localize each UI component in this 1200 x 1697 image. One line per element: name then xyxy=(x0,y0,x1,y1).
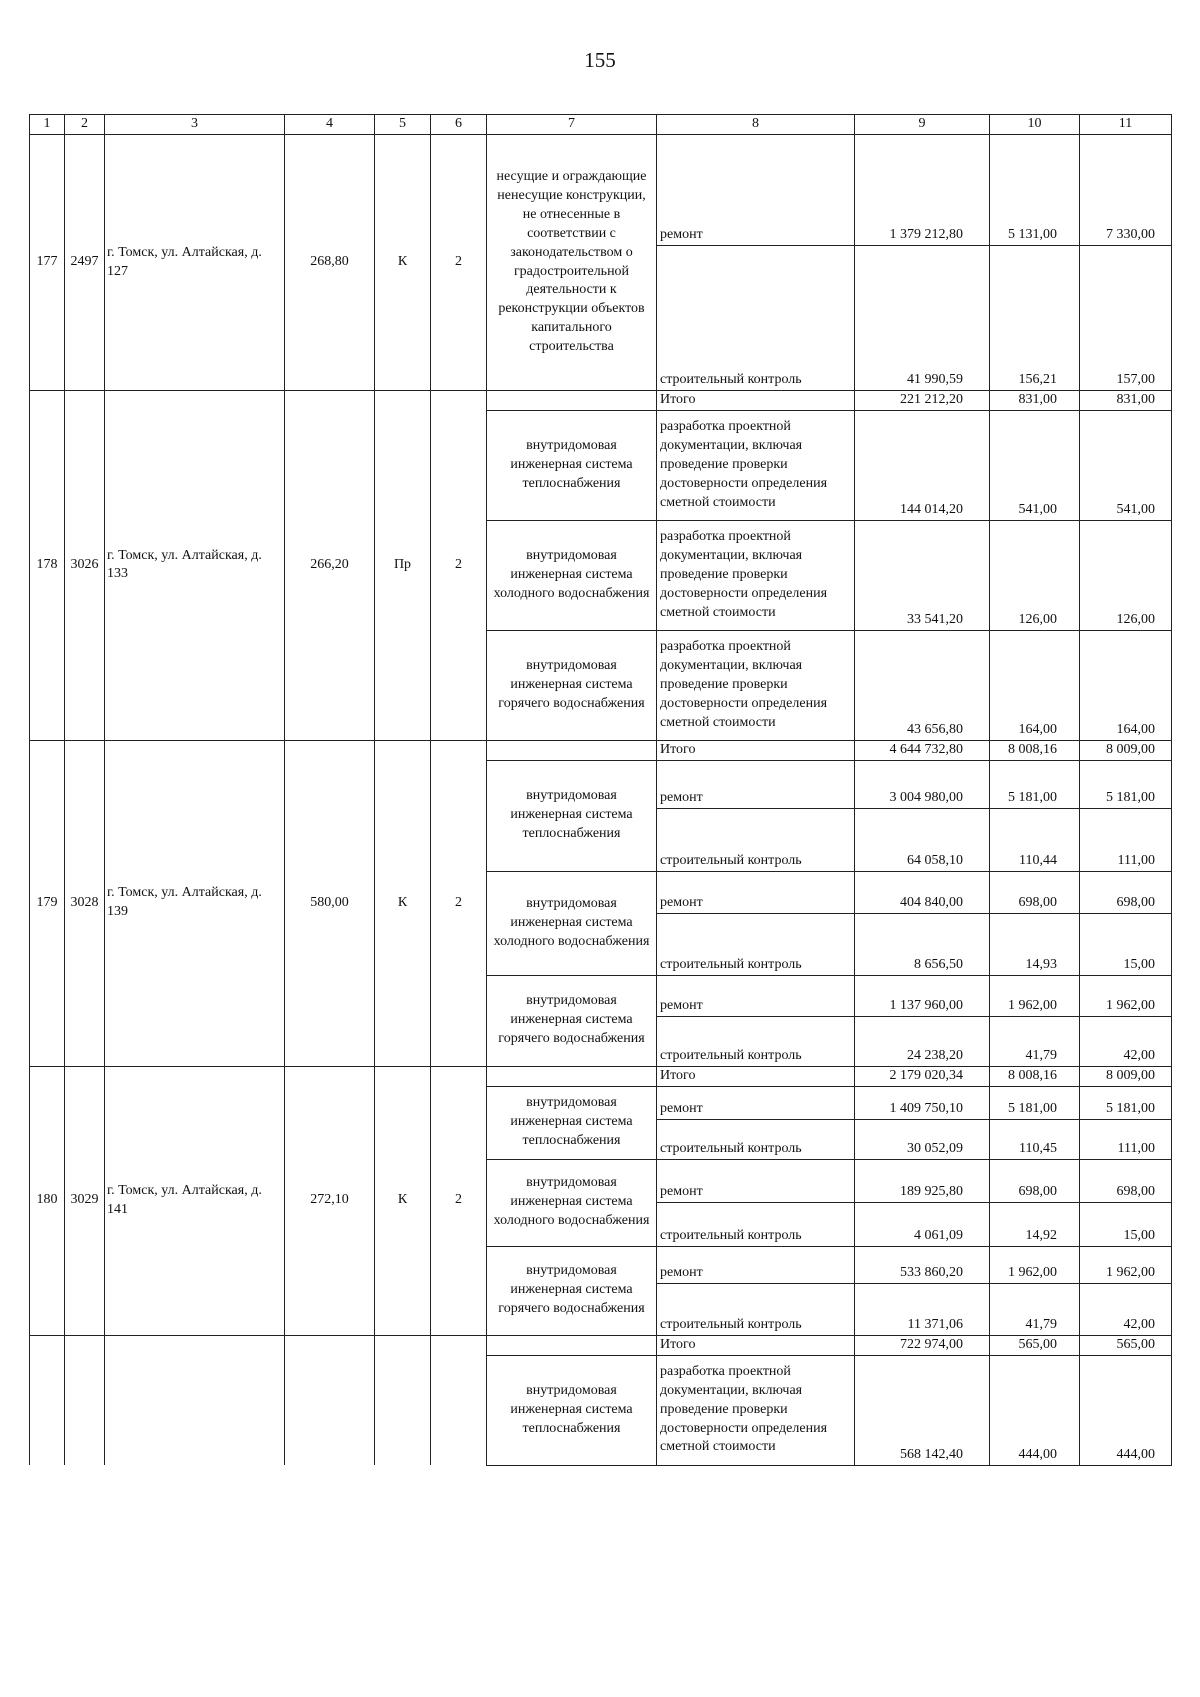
column-header: 7 xyxy=(487,115,657,135)
house-area: 272,10 xyxy=(285,1066,375,1335)
max-cost-value: 157,00 xyxy=(1080,246,1172,391)
cost-value: 1 409 750,10 xyxy=(855,1086,990,1119)
system-name: внутридомовая инженерная система холодного водоснабжения xyxy=(487,520,657,630)
unit-cost-value: 41,79 xyxy=(990,1016,1080,1066)
column-number-row xyxy=(30,115,1172,135)
work-type: ремонт xyxy=(657,1159,855,1202)
column-header: 8 xyxy=(657,115,855,135)
system-name: внутридомовая инженерная система теплоснабжения xyxy=(487,1086,657,1159)
house-address: г. Томск, ул. Алтайская, д. 133 xyxy=(105,391,285,741)
empty-cell xyxy=(487,1066,657,1086)
total-cost: 722 974,00 xyxy=(855,1335,990,1355)
house-area: 268,80 xyxy=(285,135,375,391)
page-number: 155 xyxy=(584,48,616,72)
cost-value: 1 137 960,00 xyxy=(855,975,990,1016)
cost-value: 30 052,09 xyxy=(855,1119,990,1159)
system-name: внутридомовая инженерная система горячего водоснабжения xyxy=(487,975,657,1066)
column-header: 1 xyxy=(30,115,65,135)
max-cost-value: 1 962,00 xyxy=(1080,1246,1172,1283)
house-id: 3026 xyxy=(65,391,105,741)
system-name: внутридомовая инженерная система теплоснабжения xyxy=(487,410,657,520)
column-header: 9 xyxy=(855,115,990,135)
max-cost-value: 7 330,00 xyxy=(1080,135,1172,246)
work-type: строительный контроль xyxy=(657,1283,855,1335)
cost-value: 11 371,06 xyxy=(855,1283,990,1335)
unit-cost-value: 110,44 xyxy=(990,808,1080,871)
total-unit-cost: 8 008,16 xyxy=(990,1066,1080,1086)
cost-value: 568 142,40 xyxy=(855,1355,990,1465)
house-area: 580,00 xyxy=(285,740,375,1066)
max-cost-value: 444,00 xyxy=(1080,1355,1172,1465)
cost-value: 3 004 980,00 xyxy=(855,760,990,808)
unit-cost-value: 1 962,00 xyxy=(990,1246,1080,1283)
unit-cost-value: 541,00 xyxy=(990,410,1080,520)
unit-cost-value: 164,00 xyxy=(990,630,1080,740)
total-max-cost: 565,00 xyxy=(1080,1335,1172,1355)
unit-cost-value: 5 131,00 xyxy=(990,135,1080,246)
empty-cell xyxy=(30,1335,65,1465)
item-number: 178 xyxy=(30,391,65,741)
house-id: 3029 xyxy=(65,1066,105,1335)
max-cost-value: 15,00 xyxy=(1080,1202,1172,1246)
total-cost: 4 644 732,80 xyxy=(855,740,990,760)
column-header: 4 xyxy=(285,115,375,135)
work-type: ремонт xyxy=(657,760,855,808)
house-code: 2 xyxy=(431,1066,487,1335)
cost-value: 41 990,59 xyxy=(855,246,990,391)
work-type: ремонт xyxy=(657,135,855,246)
total-label: Итого xyxy=(657,740,855,760)
column-header: 10 xyxy=(990,115,1080,135)
cost-value: 533 860,20 xyxy=(855,1246,990,1283)
total-max-cost: 831,00 xyxy=(1080,391,1172,411)
system-name: внутридомовая инженерная система горячего водоснабжения xyxy=(487,630,657,740)
house-id: 3028 xyxy=(65,740,105,1066)
work-type: разработка проектной документации, включая проведение проверки достоверности определения сметной стоимости xyxy=(657,520,855,630)
empty-cell xyxy=(487,1335,657,1355)
max-cost-value: 1 962,00 xyxy=(1080,975,1172,1016)
max-cost-value: 698,00 xyxy=(1080,1159,1172,1202)
work-type: ремонт xyxy=(657,975,855,1016)
system-name: внутридомовая инженерная система теплоснабжения xyxy=(487,760,657,871)
cost-value: 33 541,20 xyxy=(855,520,990,630)
unit-cost-value: 5 181,00 xyxy=(990,760,1080,808)
unit-cost-value: 126,00 xyxy=(990,520,1080,630)
table-row xyxy=(30,135,1172,246)
unit-cost-value: 444,00 xyxy=(990,1355,1080,1465)
total-label: Итого xyxy=(657,391,855,411)
max-cost-value: 5 181,00 xyxy=(1080,1086,1172,1119)
system-name: внутридомовая инженерная система холодного водоснабжения xyxy=(487,1159,657,1246)
total-row xyxy=(30,1335,1172,1355)
system-name: внутридомовая инженерная система теплоснабжения xyxy=(487,1355,657,1465)
column-header: 11 xyxy=(1080,115,1172,135)
house-code: 2 xyxy=(431,391,487,741)
house-id: 2497 xyxy=(65,135,105,391)
work-type: строительный контроль xyxy=(657,1119,855,1159)
work-type: строительный контроль xyxy=(657,913,855,975)
total-row xyxy=(30,740,1172,760)
unit-cost-value: 14,92 xyxy=(990,1202,1080,1246)
total-row xyxy=(30,391,1172,411)
house-area: 266,20 xyxy=(285,391,375,741)
max-cost-value: 698,00 xyxy=(1080,871,1172,913)
work-type: строительный контроль xyxy=(657,808,855,871)
work-type: ремонт xyxy=(657,1086,855,1119)
cost-value: 43 656,80 xyxy=(855,630,990,740)
unit-cost-value: 5 181,00 xyxy=(990,1086,1080,1119)
empty-cell xyxy=(487,740,657,760)
max-cost-value: 126,00 xyxy=(1080,520,1172,630)
work-type: разработка проектной документации, включая проведение проверки достоверности определения сметной стоимости xyxy=(657,630,855,740)
house-type: К xyxy=(375,135,431,391)
house-type: Пр xyxy=(375,391,431,741)
house-type: К xyxy=(375,740,431,1066)
empty-cell xyxy=(65,1335,105,1465)
work-type: строительный контроль xyxy=(657,1016,855,1066)
house-code: 2 xyxy=(431,740,487,1066)
cost-value: 189 925,80 xyxy=(855,1159,990,1202)
column-header: 3 xyxy=(105,115,285,135)
empty-cell xyxy=(375,1335,431,1465)
cost-value: 4 061,09 xyxy=(855,1202,990,1246)
house-code: 2 xyxy=(431,135,487,391)
max-cost-value: 5 181,00 xyxy=(1080,760,1172,808)
max-cost-value: 111,00 xyxy=(1080,1119,1172,1159)
house-address: г. Томск, ул. Алтайская, д. 141 xyxy=(105,1066,285,1335)
capital-repair-table xyxy=(29,114,1172,1466)
total-max-cost: 8 009,00 xyxy=(1080,740,1172,760)
unit-cost-value: 14,93 xyxy=(990,913,1080,975)
max-cost-value: 15,00 xyxy=(1080,913,1172,975)
house-type: К xyxy=(375,1066,431,1335)
work-type: строительный контроль xyxy=(657,1202,855,1246)
system-name: внутридомовая инженерная система горячего водоснабжения xyxy=(487,1246,657,1335)
total-row xyxy=(30,1066,1172,1086)
unit-cost-value: 698,00 xyxy=(990,1159,1080,1202)
empty-cell xyxy=(105,1335,285,1465)
total-cost: 2 179 020,34 xyxy=(855,1066,990,1086)
cost-value: 144 014,20 xyxy=(855,410,990,520)
cost-value: 1 379 212,80 xyxy=(855,135,990,246)
max-cost-value: 164,00 xyxy=(1080,630,1172,740)
empty-cell xyxy=(487,391,657,411)
unit-cost-value: 41,79 xyxy=(990,1283,1080,1335)
item-number: 177 xyxy=(30,135,65,391)
max-cost-value: 42,00 xyxy=(1080,1283,1172,1335)
max-cost-value: 42,00 xyxy=(1080,1016,1172,1066)
column-header: 5 xyxy=(375,115,431,135)
work-type: строительный контроль xyxy=(657,246,855,391)
empty-cell xyxy=(285,1335,375,1465)
system-name: внутридомовая инженерная система холодного водоснабжения xyxy=(487,871,657,975)
total-label: Итого xyxy=(657,1066,855,1086)
column-header: 2 xyxy=(65,115,105,135)
total-label: Итого xyxy=(657,1335,855,1355)
work-type: ремонт xyxy=(657,871,855,913)
cost-value: 24 238,20 xyxy=(855,1016,990,1066)
work-type: разработка проектной документации, включая проведение проверки достоверности определения сметной стоимости xyxy=(657,410,855,520)
total-unit-cost: 831,00 xyxy=(990,391,1080,411)
column-header: 6 xyxy=(431,115,487,135)
unit-cost-value: 110,45 xyxy=(990,1119,1080,1159)
item-number: 180 xyxy=(30,1066,65,1335)
cost-value: 404 840,00 xyxy=(855,871,990,913)
empty-cell xyxy=(431,1335,487,1465)
house-address: г. Томск, ул. Алтайская, д. 139 xyxy=(105,740,285,1066)
total-unit-cost: 8 008,16 xyxy=(990,740,1080,760)
total-max-cost: 8 009,00 xyxy=(1080,1066,1172,1086)
item-number: 179 xyxy=(30,740,65,1066)
unit-cost-value: 156,21 xyxy=(990,246,1080,391)
max-cost-value: 111,00 xyxy=(1080,808,1172,871)
work-type: ремонт xyxy=(657,1246,855,1283)
total-cost: 221 212,20 xyxy=(855,391,990,411)
cost-value: 8 656,50 xyxy=(855,913,990,975)
total-unit-cost: 565,00 xyxy=(990,1335,1080,1355)
system-name: несущие и ограждающие ненесущие конструкции, не отнесенные в соответствии с законодательством о градостроительной деятельности к реконструкции объектов капитального строительства xyxy=(487,135,657,391)
unit-cost-value: 698,00 xyxy=(990,871,1080,913)
unit-cost-value: 1 962,00 xyxy=(990,975,1080,1016)
house-address: г. Томск, ул. Алтайская, д. 127 xyxy=(105,135,285,391)
work-type: разработка проектной документации, включая проведение проверки достоверности определения сметной стоимости xyxy=(657,1355,855,1465)
cost-value: 64 058,10 xyxy=(855,808,990,871)
max-cost-value: 541,00 xyxy=(1080,410,1172,520)
